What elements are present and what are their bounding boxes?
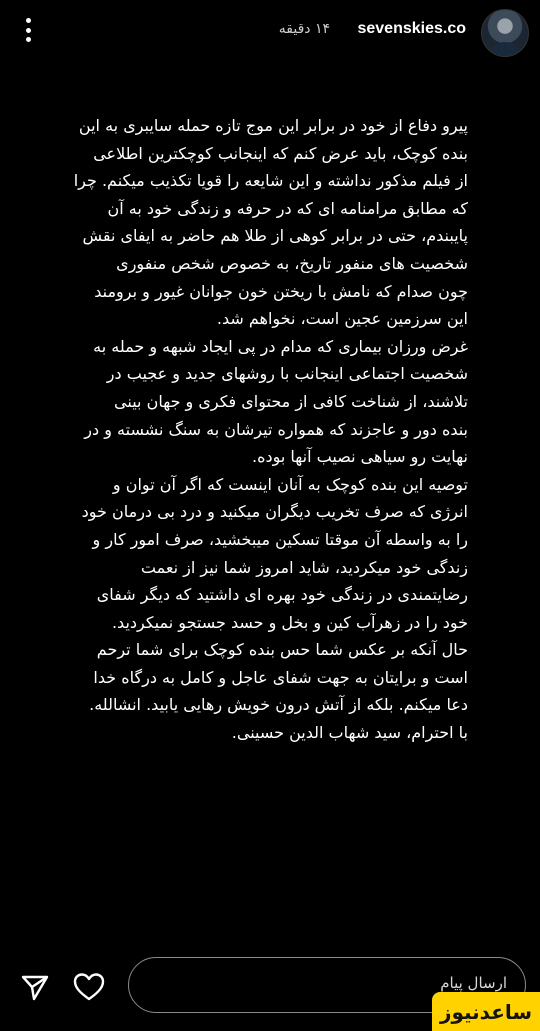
story-line: خود را در زهرآب کین و بخل و حسد جستجو نمیکردید. bbox=[111, 612, 468, 632]
story-line: است و برایتان به جهت شفای عاجل و کامل به درگاه خدا bbox=[93, 667, 468, 687]
story-line: حال آنکه بر عکس شما حس بنده کوچک برای شما ترحم bbox=[96, 640, 468, 660]
story-header bbox=[0, 0, 540, 64]
story-line: غرض ورزان بیماری که مدام در پی ایجاد شبهه و حمله به bbox=[93, 336, 468, 356]
story-line: بنده کوچک، باید عرض کنم که اینجانب کوچکترین اطلاعی bbox=[93, 143, 468, 163]
heart-icon[interactable] bbox=[73, 972, 105, 1002]
story-line: توصیه این بنده کوچک به آنان اینست که اگر آن توان و bbox=[112, 474, 468, 494]
story-text-block bbox=[64, 112, 468, 747]
reply-placeholder: ارسال پیام bbox=[440, 974, 507, 992]
story-line: تلاشند، از شناخت کافی از محتوای فکری و جهان بینی bbox=[114, 391, 468, 411]
story-line: پیرو دفاع از خود در برابر این موج تازه حمله سایبری به این bbox=[78, 116, 468, 135]
more-dot bbox=[26, 18, 31, 23]
story-line: با احترام، سید شهاب الدین حسینی. bbox=[231, 723, 468, 743]
story-line: پایبندم، حتی در برابر کوهی از طلا هم حاضر به ایفای نقش bbox=[82, 226, 468, 246]
story-line: رضایتمندی در زندگی خود بهره ای داشتید که دیگر شفای bbox=[96, 585, 468, 605]
story-line: زندگی خود میکردید، شاید امروز شما نیز از نعمت bbox=[140, 557, 468, 577]
username[interactable]: sevenskies.co bbox=[357, 20, 466, 37]
story-line: از فیلم مذکور نداشته و این شایعه را قویا تکذیب میکنم. چرا bbox=[73, 171, 468, 191]
more-dot bbox=[26, 37, 31, 42]
story-line: انرژی که صرف تخریب دیگران میکنید و درد بی درمان خود bbox=[81, 502, 468, 522]
story-footer bbox=[0, 950, 540, 1031]
story-line: که مطابق مرامنامه ای که در حرفه و زندگی خود به آن bbox=[107, 198, 468, 218]
more-options-icon[interactable] bbox=[18, 14, 38, 46]
more-dot bbox=[26, 28, 31, 33]
story-line: نهایت رو سیاهی نصیب آنها بوده. bbox=[252, 447, 468, 467]
story-line: چون صدام که نامش با ریختن خون جوانان غیور و برومند bbox=[94, 281, 468, 301]
story-line: را به واسطه آن موقتا تسکین میبخشید، صرف امور کار و bbox=[92, 529, 468, 549]
story-line: دعا میکنم. بلکه از آتش درون خویش رهایی یابید. انشالله. bbox=[89, 695, 468, 715]
avatar[interactable] bbox=[481, 9, 529, 57]
avatar-shoulders bbox=[490, 42, 520, 57]
story-line: بنده دور و عاجزند که همواره تیرشان به سنگ نشسته و در bbox=[84, 419, 468, 439]
watermark-logo: ساعدنیوز bbox=[432, 992, 540, 1031]
post-time: ۱۴ دقیقه bbox=[278, 21, 330, 37]
paper-plane-icon[interactable] bbox=[20, 972, 50, 1002]
story-line: شخصیت اجتماعی اینجانب با روشهای جدید و عجیب در bbox=[106, 364, 468, 384]
story-line: شخصیت های منفور تاریخ، به خصوص شخص منفوری bbox=[116, 253, 468, 273]
story-line: این سرزمین عجین است، نخواهم شد. bbox=[216, 309, 468, 329]
